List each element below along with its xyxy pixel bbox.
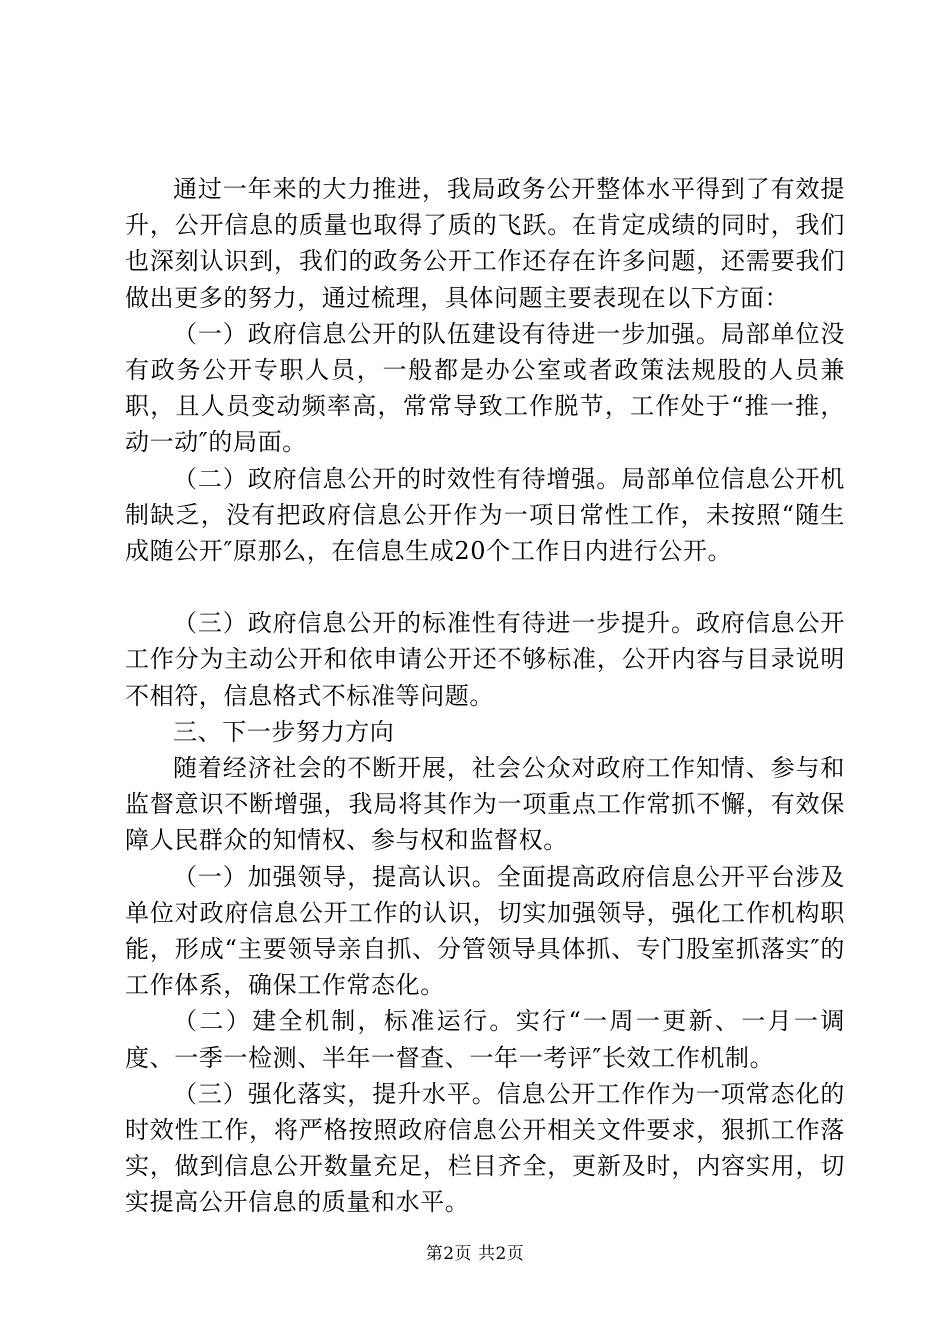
section-heading: 三、下一步努力方向 bbox=[173, 717, 395, 746]
paragraph-direction-1: （一）加强领导，提高认识。全面提高政府信息公开平台涉及单位对政府信息公开工作的认识，切实加强领导，强化工作机构职能，形成“主要领导亲自抓、分管领导具体抓、专门股室抓落实″的工作体系，确保工作常态化。 bbox=[125, 862, 845, 1000]
paragraph-direction-3: （三）强化落实，提升水平。信息公开工作作为一项常态化的时效性工作，将严格按照政府信息公开相关文件要求，狠抓工作落实，做到信息公开数量充足，栏目齐全，更新及时，内容实用，切实提高公开信息的质量和水平。 bbox=[125, 1079, 845, 1217]
paragraph-summary: 通过一年来的大力推进，我局政务公开整体水平得到了有效提升，公开信息的质量也取得了质的飞跃。在肯定成绩的同时，我们也深刻认识到，我们的政务公开工作还存在许多问题，还需要我们做出更多的努力，通过梳理，具体问题主要表现在以下方面： bbox=[125, 175, 845, 312]
document-body bbox=[125, 171, 845, 1221]
paragraph-spacer bbox=[125, 569, 845, 605]
paragraph-issue-2: （二）政府信息公开的时效性有待增强。局部单位信息公开机制缺乏，没有把政府信息公开作为一项日常性工作，未按照“随生成随公开″原那么，在信息生成20个工作日内进行公开。 bbox=[125, 464, 845, 566]
paragraph-direction-2: （二）建全机制，标准运行。实行“一周一更新、一月一调度、一季一检测、半年一督查、一年一考评″长效工作机制。 bbox=[125, 1007, 845, 1072]
paragraph-issue-1: （一）政府信息公开的队伍建设有待进一步加强。局部单位没有政务公开专职人员，一般都是办公室或者政策法规股的人员兼职，且人员变动频率高，常常导致工作脱节，工作处于“推一推，动一动″的局面。 bbox=[125, 319, 845, 457]
paragraph-issue-3: （三）政府信息公开的标准性有待进一步提升。政府信息公开工作分为主动公开和依申请公开还不够标准，公开内容与目录说明不相符，信息格式不标准等问题。 bbox=[125, 609, 845, 710]
page-number-footer: 第2页 共2页 bbox=[425, 1244, 525, 1264]
paragraph-direction-intro: 随着经济社会的不断开展，社会公众对政府工作知情、参与和监督意识不断增强，我局将其作为一项重点工作常抓不懈，有效保障人民群众的知情权、参与权和监督权。 bbox=[125, 754, 845, 855]
